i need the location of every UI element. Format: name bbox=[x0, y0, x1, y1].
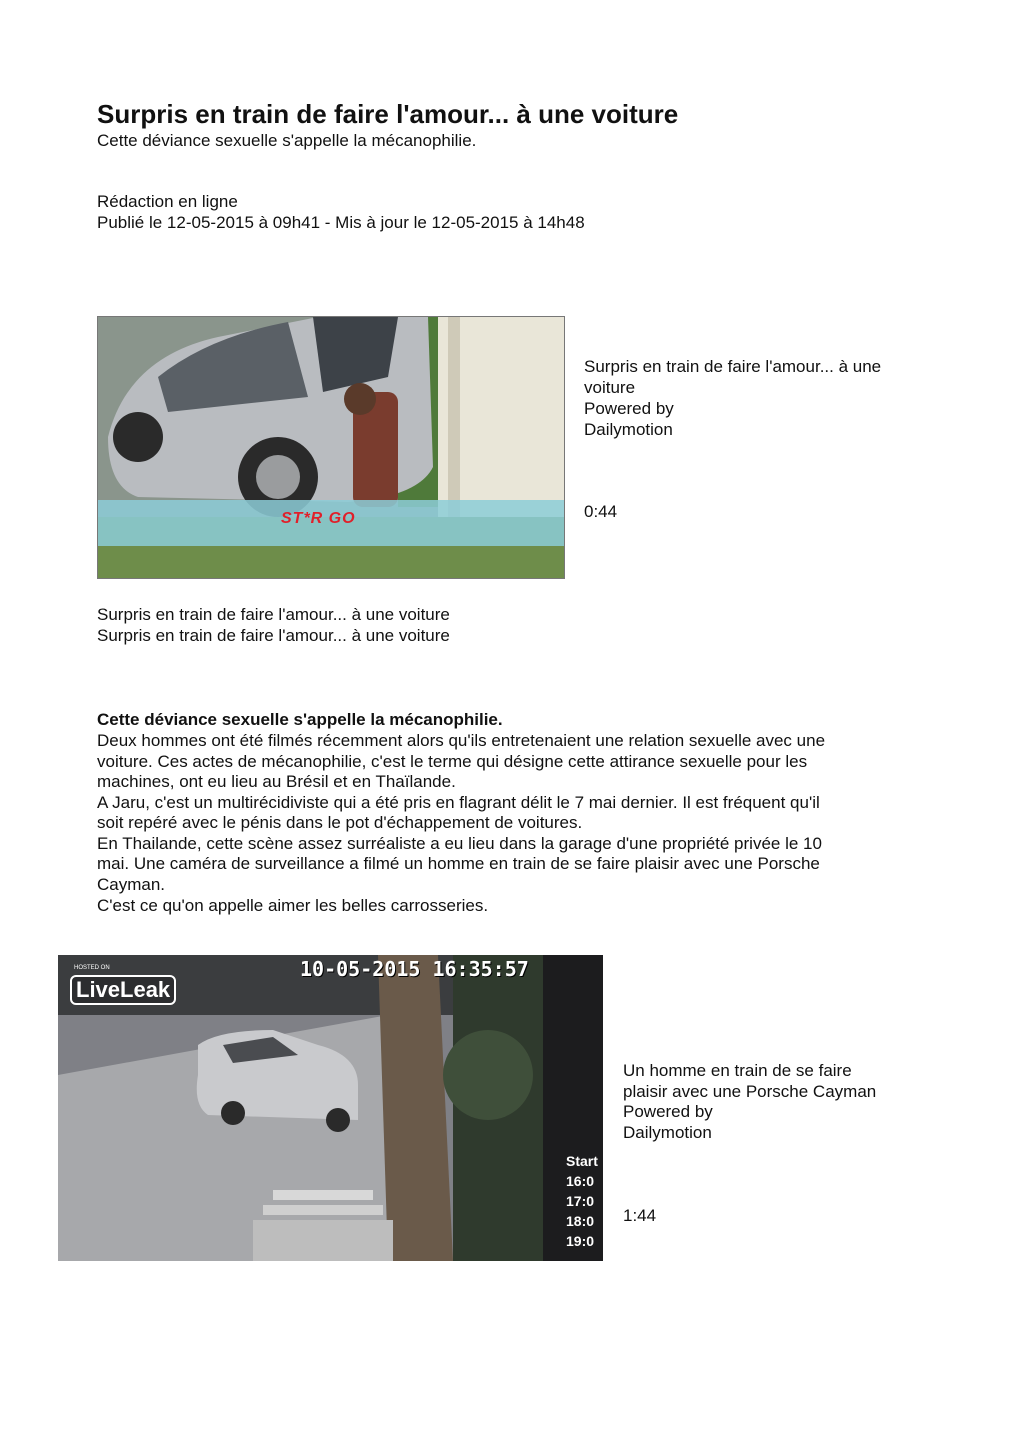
video-thumbnail-2[interactable] bbox=[58, 955, 603, 1261]
video-banner-text: ST*R GO bbox=[281, 510, 356, 527]
video2-title-line2[interactable]: plaisir avec une Porsche Cayman bbox=[623, 1082, 877, 1101]
body-line: En Thailande, cette scène assez surréaliste a eu lieu dans la garage d'une propriété privée le 10 bbox=[97, 834, 822, 853]
video1-caption-1: Surpris en train de faire l'amour... à une voiture bbox=[97, 605, 450, 624]
body-lead: Cette déviance sexuelle s'appelle la mécanophilie. bbox=[97, 710, 503, 729]
video1-duration: 0:44 bbox=[584, 502, 618, 521]
dvr-time-slot: 18:0 bbox=[566, 1213, 595, 1229]
video2-powered-by: Powered by bbox=[623, 1102, 713, 1121]
video2-title-line1[interactable]: Un homme en train de se faire bbox=[623, 1061, 852, 1080]
dvr-start-label: Start bbox=[566, 1153, 598, 1169]
body-line: mai. Une caméra de surveillance a filmé un homme en train de se faire plaisir avec une Porsche bbox=[97, 854, 820, 873]
liveleak-logo: LiveLeak bbox=[70, 975, 176, 1005]
article-subtitle: Cette déviance sexuelle s'appelle la mécanophilie. bbox=[97, 131, 477, 150]
article-author: Rédaction en ligne bbox=[97, 192, 238, 211]
dvr-time-slot: 17:0 bbox=[566, 1193, 595, 1209]
body-line: Cayman. bbox=[97, 875, 166, 894]
body-line: soit repéré avec le pénis dans le pot d'échappement de voitures. bbox=[97, 813, 583, 832]
video2-dailymotion-link[interactable]: Dailymotion bbox=[623, 1123, 712, 1142]
body-line: voiture. Ces actes de mécanophilie, c'est le terme qui désigne cette attirance sexuelle pour les bbox=[97, 752, 808, 771]
body-line: machines, ont eu lieu au Brésil et en Thaïlande. bbox=[97, 772, 456, 791]
liveleak-hosted-text: HOSTED ON bbox=[74, 965, 110, 971]
video2-duration: 1:44 bbox=[623, 1206, 657, 1225]
article-title: Surpris en train de faire l'amour... à une voiture bbox=[97, 99, 679, 129]
cctv-timestamp: 10-05-2015 16:35:57 bbox=[300, 957, 529, 981]
body-line: Deux hommes ont été filmés récemment alors qu'ils entretenaient une relation sexuelle avec une bbox=[97, 731, 826, 750]
body-line: C'est ce qu'on appelle aimer les belles carrosseries. bbox=[97, 896, 489, 915]
video1-title-line2[interactable]: voiture bbox=[584, 378, 636, 397]
body-line: A Jaru, c'est un multirécidiviste qui a été pris en flagrant délit le 7 mai dernier. Il est fréquent qu'il bbox=[97, 793, 820, 812]
video1-caption-2: Surpris en train de faire l'amour... à une voiture bbox=[97, 626, 450, 645]
dvr-time-slot: 19:0 bbox=[566, 1233, 595, 1249]
video1-title-line1[interactable]: Surpris en train de faire l'amour... à une bbox=[584, 357, 882, 376]
video1-dailymotion-link[interactable]: Dailymotion bbox=[584, 420, 673, 439]
dvr-time-slot: 16:0 bbox=[566, 1173, 595, 1189]
article-published: Publié le 12-05-2015 à 09h41 - Mis à jour le 12-05-2015 à 14h48 bbox=[97, 213, 585, 232]
video1-powered-by: Powered by bbox=[584, 399, 674, 418]
video-thumbnail-1[interactable] bbox=[97, 316, 565, 579]
